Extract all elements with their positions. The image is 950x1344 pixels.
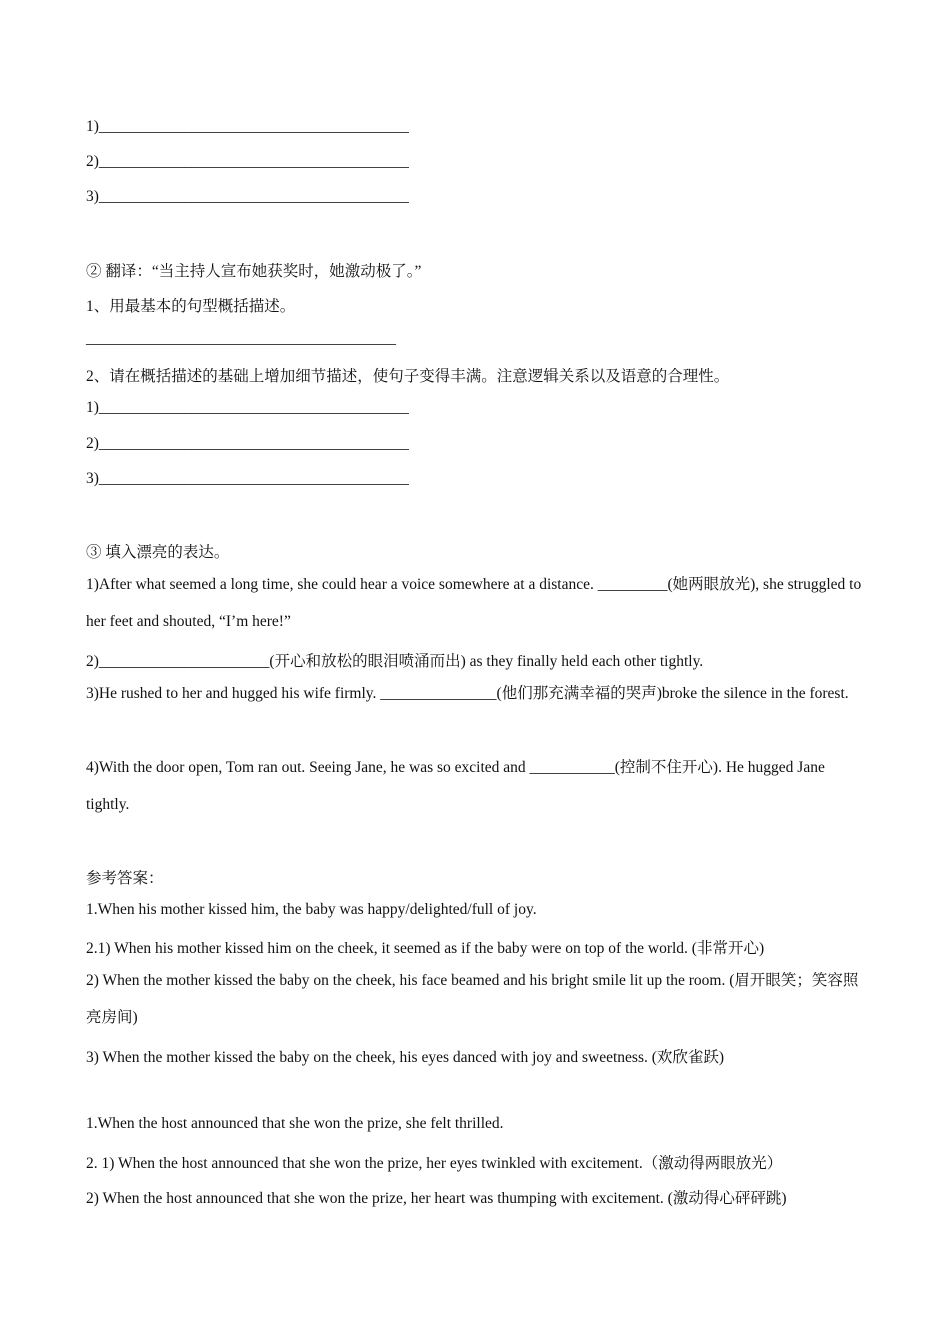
fill-in-item: 4)With the door open, Tom ran out. Seeing Jane, he was so excited and ___________(控制不住开心). He hugged Jane tightly. xyxy=(86,759,825,813)
question-text: 1、用最基本的句型概括描述。 xyxy=(86,298,296,315)
fill-in-item: 1)After what seemed a long time, she could hear a voice somewhere at a distance. _________(她两眼放光), she struggled to her feet and shouted, “I’m here!” xyxy=(86,576,862,630)
answer-text: 2.1) When his mother kissed him on the cheek, it seemed as if the baby were on top of the world. (非常开心) xyxy=(86,940,765,957)
answer-text: 1.When the host announced that she won the prize, she felt thrilled. xyxy=(86,1115,504,1132)
answer-text: 3) When the mother kissed the baby on the cheek, his eyes danced with joy and sweetness. (欢欣雀跃) xyxy=(86,1049,725,1066)
answer-blank[interactable]: 2)________________________________________ xyxy=(86,435,409,452)
answer-blank[interactable]: 1)________________________________________ xyxy=(86,399,409,416)
answer-text: 2) When the mother kissed the baby on the cheek, his face beamed and his bright smile lit up the room. (眉开眼笑；笑容照亮房间) xyxy=(86,972,859,1026)
section-heading: ③ 填入漂亮的表达。 xyxy=(86,544,230,561)
answer-blank[interactable]: 3)________________________________________ xyxy=(86,188,409,205)
answer-text: 2. 1) When the host announced that she won the prize, her eyes twinkled with excitement.（激动得两眼放光） xyxy=(86,1155,783,1172)
answer-blank[interactable]: 2)________________________________________ xyxy=(86,153,409,170)
answer-blank[interactable]: 3)________________________________________ xyxy=(86,470,409,487)
fill-in-item: 3)He rushed to her and hugged his wife firmly. _______________(他们那充满幸福的哭声)broke the silence in the forest. xyxy=(86,685,849,702)
section-heading: ② 翻译：“当主持人宣布她获奖时，她激动极了。” xyxy=(86,263,422,280)
answer-text: 2) When the host announced that she won the prize, her heart was thumping with excitement. (激动得心砰砰跳) xyxy=(86,1190,787,1207)
fill-in-item: 2)______________________(开心和放松的眼泪喷涌而出) as they finally held each other tightly. xyxy=(86,653,704,670)
answer-text: 1.When his mother kissed him, the baby was happy/delighted/full of joy. xyxy=(86,901,537,918)
answer-blank[interactable]: 1)________________________________________ xyxy=(86,118,409,135)
answers-heading: 参考答案： xyxy=(86,870,164,887)
question-text: 2、请在概括描述的基础上增加细节描述，使句子变得丰满。注意逻辑关系以及语意的合理性。 xyxy=(86,368,730,385)
answer-blank[interactable]: ________________________________________ xyxy=(86,330,396,347)
